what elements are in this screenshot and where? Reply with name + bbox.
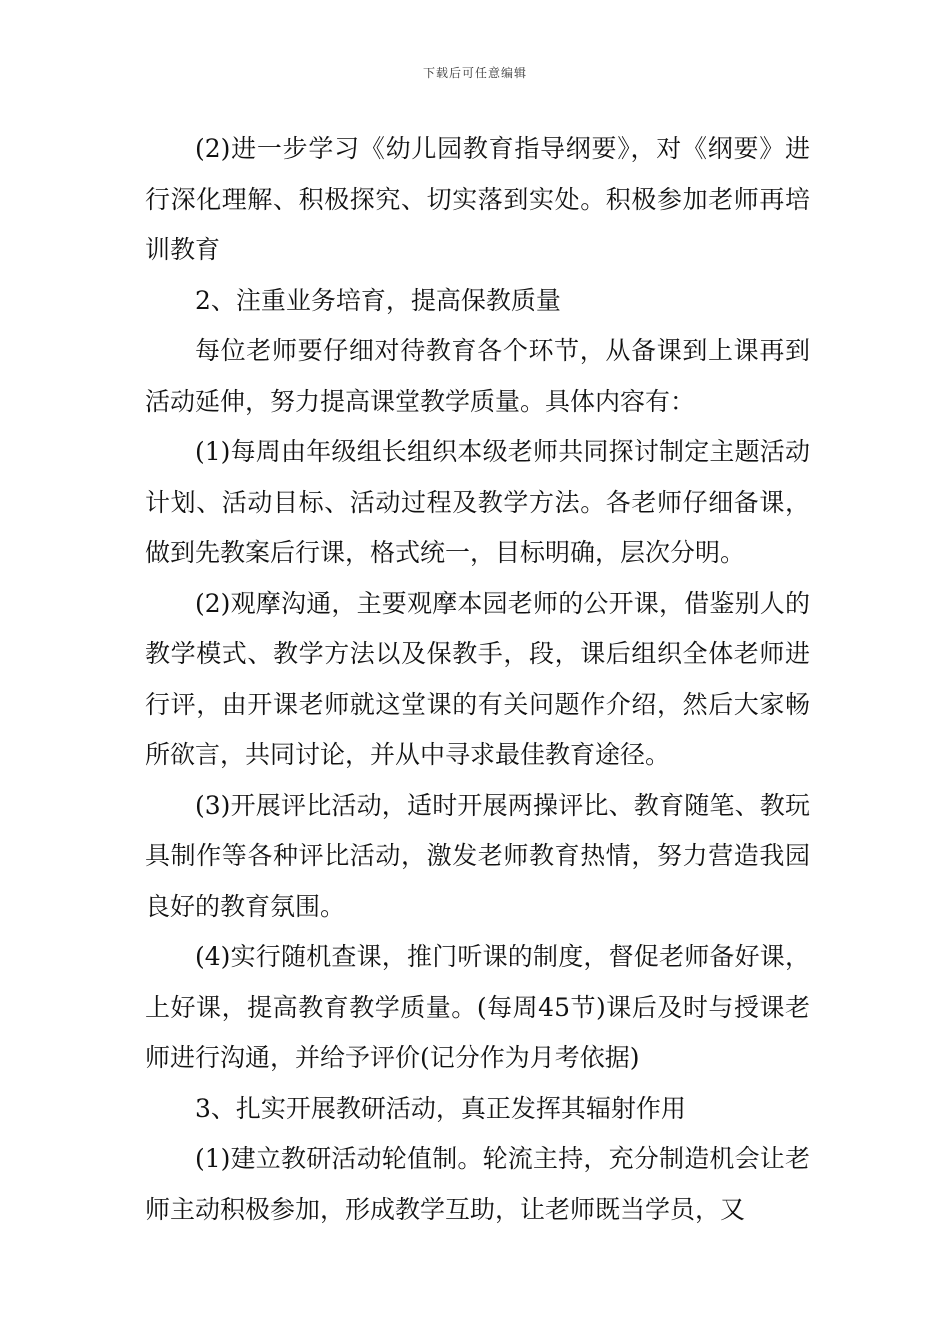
section-heading: 3、扎实开展教研活动，真正发挥其辐射作用 bbox=[195, 1093, 686, 1123]
paragraph: 每位老师要仔细对待教育各个环节，从备课到上课再到活动延伸，努力提高课堂教学质量。具体内容有： bbox=[145, 336, 810, 416]
paragraph: (3)开展评比活动，适时开展两操评比、教育随笔、教玩具制作等各种评比活动，激发老师教育热情，努力营造我园良好的教育氛围。 bbox=[145, 790, 810, 921]
section-heading: 2、注重业务培育，提高保教质量 bbox=[195, 285, 561, 315]
page-header: 下载后可任意编辑 bbox=[422, 66, 527, 80]
paragraph: (4)实行随机查课，推门听课的制度，督促老师备好课，上好课，提高教育教学质量。(每周45节)课后及时与授课老师进行沟通，并给予评价(记分作为月考依据) bbox=[145, 942, 810, 1072]
paragraph: (1)建立教研活动轮值制。轮流主持，充分制造机会让老师主动积极参加，形成教学互助，让老师既当学员，又 bbox=[145, 1144, 810, 1224]
paragraph: (2)观摩沟通，主要观摩本园老师的公开课，借鉴别人的教学模式、教学方法以及保教手，段，课后组织全体老师进行评，由开课老师就这堂课的有关问题作介绍，然后大家畅所欲言，共同讨论，并从中寻求最佳教育途径。 bbox=[145, 588, 810, 769]
paragraph: (1)每周由年级组长组织本级老师共同探讨制定主题活动计划、活动目标、活动过程及教学方法。各老师仔细备课，做到先教案后行课，格式统一，目标明确，层次分明。 bbox=[145, 437, 810, 567]
document-body bbox=[145, 124, 810, 1235]
paragraph: (2)进一步学习《幼儿园教育指导纲要》，对《纲要》进行深化理解、积极探究、切实落到实处。积极参加老师再培训教育 bbox=[145, 134, 810, 264]
